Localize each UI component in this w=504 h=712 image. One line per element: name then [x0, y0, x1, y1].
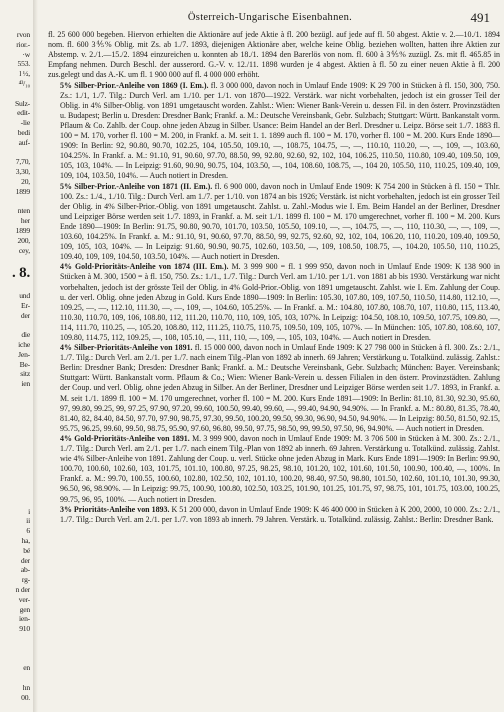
margin-fragment: . 8. — [12, 265, 30, 282]
margin-fragment: ab- — [20, 565, 30, 575]
margin-fragment: 1899 — [15, 226, 30, 235]
margin-fragment: ha, — [21, 536, 30, 545]
margin-fragment: ver- — [18, 594, 30, 604]
margin-fragment: 200, — [17, 235, 30, 245]
margin-fragment — [0, 320, 30, 330]
page-gutter — [33, 0, 38, 712]
margin-fragment: 00. — [21, 692, 30, 702]
bond-entry-1874 — [48, 262, 500, 343]
margin-fragment — [0, 418, 30, 428]
margin-fragment: der — [20, 310, 30, 320]
entry-body: M. 3 999 900, davon noch in Umlauf Ende 1909: M. 3 706 500 in Stücken à M. 300. Zs.: 2./1., 1./7. Tilg.: Durch Verl. am 2./1. per 1./7. nach einem Tilg.-Plan von 1892 ab innerh. 69 Jahren. Verstärkung u. Totalkünd. zulässig. Zahlst. wie 4% Silber-Anleihe von 1891. Zahlung der Coup. u. verl. Stücke ohne jeden Abzug in Mark. Kurs Ende 1891—1909: In Berlin: 99.90, 100.70, 100.60, 102.60, 103, 101.75, 101.10, 100.80, 97.25, 98.25, 98.10, 101.20, 102, 101.60, 101.50, 100.90, 100.40, —, 100%. In Frankf. a. M.: 99.70, 100.55, 100.60, 102.80, 102.50, 102, 101.10, 100.20, 98.40, 97.50, 98.80, 101.50, 102.60, 101.10, 101.30, 99.30, 96.50, 96, 98.90%. — In Leipzig: 99.75, 100.90, 100.80, 102.50, 103.25, 101.90, 101.25, 101.75, 97, 98.75, 101, 101.75, 103.00, 100.25, 99.75, 96, 95, 100%. — Auch notiert in Dresden. — [60, 434, 500, 504]
margin-fragment: sitz — [20, 369, 30, 379]
margin-fragment: bé — [23, 545, 30, 555]
margin-fragment — [0, 255, 30, 265]
left-margin-fragments — [0, 0, 30, 712]
margin-fragment: gen — [19, 604, 30, 614]
margin-fragment — [0, 281, 30, 291]
margin-fragment: 553. — [17, 59, 30, 69]
margin-fragment — [0, 654, 30, 664]
margin-fragment: iche — [18, 340, 30, 349]
margin-fragment: nten — [17, 206, 30, 216]
margin-fragment: Be- — [19, 359, 30, 369]
margin-fragment: Jen- — [18, 349, 30, 359]
margin-fragment: edit- — [17, 108, 30, 118]
margin-fragment: 3,30, — [15, 167, 30, 177]
page-body — [48, 30, 500, 706]
margin-fragment: rior.- — [16, 39, 30, 49]
margin-fragment: rvon — [16, 30, 30, 39]
entry-title: 4% Silber-Prioritäts-Anleihe von 1891. — [60, 343, 193, 353]
entry-title: 4% Gold-Prioritäts-Anleihe von 1891. — [60, 434, 190, 444]
entry-title: 3% Prioritäts-Anleihe von 1893. — [60, 504, 170, 514]
margin-fragment: i — [28, 506, 30, 516]
margin-fragment — [0, 487, 30, 497]
page-number: 491 — [470, 10, 490, 25]
page-header — [44, 10, 496, 26]
bond-entry-1869 — [48, 81, 500, 182]
margin-fragment: cey, — [18, 245, 30, 255]
entry-body: K 51 200 000, davon in Umlauf Ende 1909: K 46 400 000 in Stücken à K 200, 2000, 10 000. Zs.: 2./1., 1./7. Tilg.: Durch Verl. am 2./1. per 1./7. von 1893 ab innerh. 79 Jahren. Verstärk. u. Totalkünd. zulässig. Zahlst.: Berlin: Dresdner Bank. — [60, 504, 500, 524]
margin-fragment — [0, 389, 30, 399]
margin-fragment — [0, 89, 30, 99]
margin-fragment: 910 — [19, 624, 30, 634]
margin-fragment — [0, 448, 30, 458]
entry-title: 4% Gold-Prioritäts-Anleihe von 1874 (III. Em.). — [60, 262, 229, 272]
margin-fragment: Sulz- — [14, 98, 30, 108]
margin-fragment — [0, 644, 30, 654]
intro-paragraph: fl. 25 600 000 begeben. Hiervon erhielten die Aktionäre auf jede Aktie à fl. 200 bezügl. auf jede auf fl. 50 abgest. Aktie v. 2.—10./1. 1894 nom. fl. 600 3⅘% Oblig. mit Zs. ab 1./7. 1893, diejenigen Aktionäre aber, welche keine Oblig. beziehen wollten, hatten ihre Aktien zur Abstemp. v. 2./1.—15./2. 1894 einzureichen u. konnten ab 18./1. 1894 den Barerlös von nom. fl. 600 à 3⅘% zuzügl. Zs. mit fl. 465.85 in Empfang nehmen. Durch Beschl. der ausserord. G.-V. v. 12./11. 1898 wurden je 4 abgest. Aktien à fl. 50 zu einer neuen Aktie à fl. 200 zus.gelegt und das A.-K. um fl. 1 900 000 auf fl. 4 000 000 erhöht. — [48, 30, 500, 80]
margin-fragment: ii — [26, 516, 30, 526]
margin-fragment: l ½, — [19, 69, 30, 79]
margin-fragment — [0, 458, 30, 468]
entry-body: fl. 15 000 000, davon noch in Umlauf Ende 1909: K 27 798 000 in Stücken à fl. 300. Zs.: 2./1., 1./7. Tilg.: Durch Verl. am 2./1. per 1./7. nach einem Tilg.-Plan von 1892 ab innerh. 69 Jahren; Verstärkung u. Totalkünd. zulässig. Zahlst.: Berlin: Dresdner Bank; Dresden: Dresdner Bank; Frankf. a. M.: Deutsche Vereinsbank, Gebr. Sulzbach; München: Bayer. Vereinsbank; Stuttgart: Württ. Bankanstalt vorm. Pflaum & Co.; Wien: Wiener Bank-Verein u. dessen Filialen in den österr. Provinzstädten. Zahlung der Coup. und verl. Oblig. ohne jeden Abzug in Silber. An der Berliner, Dresdner und Leipziger Börse werden seit 1./7. 1893, in Frankf. a. M. seit 1./1. 1899 fl. 100 = M. 170 umgerechnet, vorher fl. 100 = M. 200. Kurs Ende 1891—1909: In Berlin: 81.10, 81.30, 92.30, 95.60, 97, 99.80, 99.25, 99, 97.25, 97.90, 97.20, 99.60, 100.50, 99.40, 99.60, —, 99.40, 94.90, 94.90%. — In Frankf. a. M.: 80.80, 81.35, 78.40, 81.40, 82, 84.40, 84.50, 97.70, 97.90, 98.75, 97.30, 99.50, 100.20, 99.50, 99.30, 96.90, 94.50, 94.90%. — In Leipzig: 80.50, 81.50, 92.15, 95.75, 96.25, 99.60, 99.50, 98.75, 95.90, 97.60, 96.80, 99.50, 97.75, 98.50, 99, 99.50, 97.50, 96, 94.90%. — Auch notiert in Dresden. — [60, 343, 500, 433]
bond-entry-1893 — [48, 505, 500, 525]
margin-fragment: die — [21, 330, 30, 340]
margin-fragment — [0, 409, 30, 419]
margin-fragment: ⁴³/₁₀ — [18, 79, 30, 88]
margin-fragment — [0, 467, 30, 477]
entry-body: fl. 6 900 000, davon noch in Umlauf Ende 1909: K 754 200 in Stücken à fl. 150 = Thlr. 100. Zs.: 1./4., 1./10. Tilg.: Durch Verl. am 1./7. per 1./10. von 1874 an bis 1926; Verstärk. ist nicht vorbehalten, jedoch ist ein grosser Teil der Oblig. in 4% Silber-Prior.-Oblig. von 1891 umgetauscht. Zahlst. u. Zahl.-Modus wie I. Em. Beim Handel an der Berliner, Dresdner und Leipziger Börse werden seit 1./7. 1893, in Frankf. a. M. seit 1./1. 1899 fl. 100 = M. 170 umgerechnet, vorher fl. 100 = M. 200. Kurs Ende 1890—1909: In Berlin: 91.75, 90.80, 90.70, 101.70, 103.50, 105.50, 109.10, —, —, 104.75, —, —, 110, 110.30, —, —, 109, —, 103.60, 104.25%. In Frankf. a. M.: 91.10, 91, 90.60, 97.70, 88.50, 99, 92.75, 92.60, 92, 102, 104, 106.20, 110, 110.20, 109.40, 109.50, 109, 105, 103, 104%. — In Leipzig: 91.60, 90.90, 90.75, 102.60, 103.50, —, 109, 108.50, 108.75, —, 104.20, 105.50, 110, 110.25, 109.40, 109, 109, 104.50, 103.50, 104%. — Auch notiert in Dresden. — [60, 181, 500, 262]
bond-entry-1871 — [48, 182, 500, 263]
entry-body: fl. 3 000 000, davon noch in Umlauf Ende 1909: K 29 700 in Stücken à fl. 150, 300, 750. Zs.: 1./1, 1./7. Tilg.: Durch Verl. am 1./10. per 1./1. von 1870—1922. Verstärk. war nicht vorbehalten, jedoch ist ein grosser Teil der Oblig. in 4% Silber-Oblig. von 1891 umgetauscht worden. Zahlst.: Wien: Wiener Bank-Verein u. dessen Fil. in den österr. Provinzstädten u. Budapest; Berlin u. Dresden: Dresdner Bank; Frankf. a. M.: Deutsche Vereinsbank, Gebr. Sulzbach; Stuttgart: Württ. Bankanstalt vorm. Pflaum & Co. Zahlb. der Coup. ohne jeden Abzug in Silber. Usance: Beim Handel an der Berl. Dresdner u. Leipz. Börse seit 1./7. 1883 fl. 100 = M. 170, vorher fl. 100 = M. 200, in Frankf. a. M. seit 1. 1. 1899 auch fl. 100 = M. 170, vorher fl. 100 = M. 200. Kurs Ende 1890—1909: In Berlin: 92, 90.80, 90.70, 102.25, 104, 105.50, 109.10, —, 108.75, 104.75, —, —, 110.10, 110.20, —, —, 109, —, 103.60, 104.25%. In Frankf. a. M.: 91.10, 91, 90.60, 97.70, 88.50, 99, 92.80, 92.60, 92, 102, 104, 106.25, 110.50, 110.80, 109.40, 109.50, 109, 105, 103, 104%. — In Leipzig: 91.60, 90.90, 90.75, 104, 103.50, —, 104, 108.60, 108.75, —, 104 20, 105.50, 110, 110.25, 109.40, 109, 109, 104, 103.50, 104%. — Auch notiert in Dresden. — [60, 80, 500, 181]
margin-fragment: 20, — [21, 177, 30, 186]
margin-fragment — [0, 399, 30, 409]
margin-fragment: 7,70, — [15, 157, 30, 167]
margin-fragment — [0, 634, 30, 644]
entry-title: 5% Silber-Prior.-Anleihe von 1871 (II. Em.). — [60, 181, 213, 191]
margin-fragment: Er- — [21, 300, 30, 310]
margin-fragment — [0, 477, 30, 487]
margin-fragment: 6 — [26, 526, 30, 536]
margin-fragment: hn — [22, 683, 30, 692]
margin-fragment: ien — [21, 379, 30, 389]
margin-fragment: der — [20, 555, 30, 565]
margin-fragment: rg- — [21, 575, 30, 585]
margin-fragment — [0, 428, 30, 438]
margin-fragment: 1899 — [15, 186, 30, 196]
margin-fragment: -lie — [20, 118, 30, 128]
margin-fragment: ien- — [18, 614, 30, 624]
margin-fragment: en — [23, 663, 30, 673]
margin-fragment: und — [19, 291, 30, 300]
margin-fragment — [0, 438, 30, 448]
margin-fragment: bedi — [17, 128, 30, 137]
entry-body: M. 3 999 900 = fl. 1 999 950, davon noch in Umlauf Ende 1909: K 138 900 in Stücken à M. 300, 1500 = à fl. 150, 750. Zs.: 1./1., 1./7. Tilg.: Durch Verl. am 1./10. per 1./1. von 1881 ab bis 1930. Verstärkung war nicht vorbehalten, jedoch ist der grösste Teil der Oblig. in 4% Gold-Prior.-Oblig. von 1891 umgetauscht. Zahlst. wie I. Em. Zahlung der Coup. u. der verl. Oblig. ohne jeden Abzug in Gold. Kurs Ende 1890—1909: In Berlin: 105.30, 107.80, 109, 107.50, 110.50, 114.80, 112.10, —, 109.25, —, —, 112.10, 111.30, —, —, 109, —, 104.60, 105.25%. — In Frankf. a. M.: 104.80, 107.80, 108.70, 107, 110.80, 115, 113.40, 110.30, 110.70, 109, 106, 108.80, 112, 111.20, 110.70, 110, 109, 105, 103, 107%. In Leipzig: 104.50, 108.10, 109.50, 107.75, 109.80, —, 114, 111.70, 110.25, —, 105.20, 108.80, 112, 111.25, 110.75, 110.75, 109.50, 109, 105, 107%. — In München: 105, 107.80, 108.60, 107, 109.80, 114.75, 112, 109.25, —, 108, 105.10, —, 111, 110, —, 109, —, 105, 103, 104%. — Auch notiert in Dresden. — [60, 262, 500, 342]
margin-fragment — [0, 197, 30, 207]
running-title: Österreich-Ungarische Eisenbahnen. — [187, 12, 353, 23]
bond-entry-1891-silver — [48, 343, 500, 434]
margin-fragment — [0, 148, 30, 158]
entry-title: 5% Silber-Prior.-Anleihe von 1869 (I. Em.). — [60, 80, 209, 90]
margin-fragment: her — [20, 216, 30, 226]
bond-entry-1891-gold — [48, 434, 500, 505]
margin-fragment: auf- — [18, 137, 30, 147]
margin-fragment: n der — [15, 585, 30, 594]
margin-fragment — [0, 497, 30, 507]
margin-fragment: ·w — [22, 49, 30, 59]
margin-fragment — [0, 673, 30, 683]
